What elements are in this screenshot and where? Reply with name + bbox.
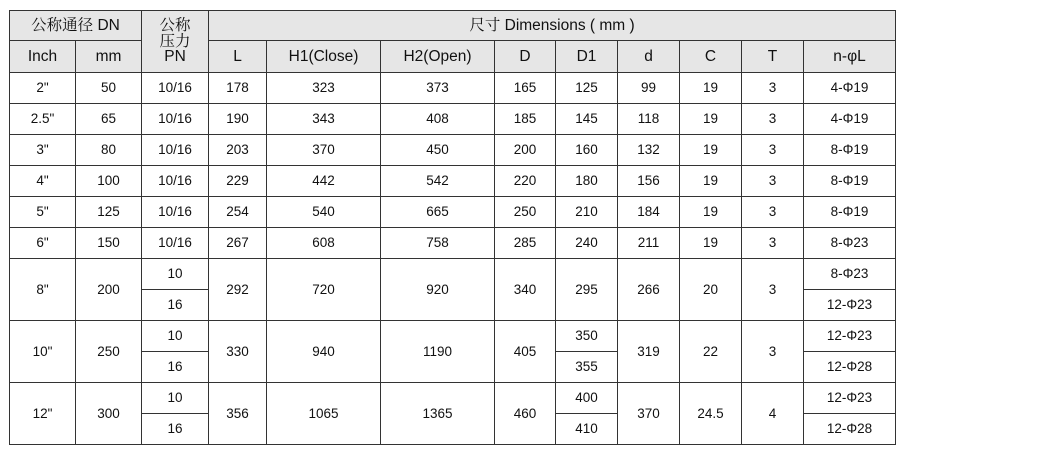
dimensions-group-header: 尺寸 Dimensions ( mm ) — [209, 11, 896, 41]
cell-inch: 6" — [10, 228, 76, 259]
cell-d1: 410 — [556, 414, 618, 445]
cell-t: 3 — [742, 321, 804, 383]
cell-t: 3 — [742, 166, 804, 197]
cell-pn: 10 — [142, 383, 209, 414]
table-row — [10, 73, 896, 104]
cell-h1: 370 — [267, 135, 381, 166]
cell-pn: 16 — [142, 290, 209, 321]
cell-nl: 8-Φ19 — [804, 197, 896, 228]
cell-t: 3 — [742, 259, 804, 321]
col-header-t: T — [742, 41, 804, 73]
cell-nl: 12-Φ28 — [804, 414, 896, 445]
cell-t: 3 — [742, 104, 804, 135]
cell-d-inner: 211 — [618, 228, 680, 259]
cell-d-inner: 370 — [618, 383, 680, 445]
cell-c: 24.5 — [680, 383, 742, 445]
cell-l: 292 — [209, 259, 267, 321]
cell-l: 178 — [209, 73, 267, 104]
cell-d1: 180 — [556, 166, 618, 197]
dn-group-header: 公称通径 DN — [10, 11, 142, 41]
cell-d-outer: 220 — [495, 166, 556, 197]
col-header-inch: Inch — [10, 41, 76, 73]
cell-h1: 540 — [267, 197, 381, 228]
col-header-d1: D1 — [556, 41, 618, 73]
cell-l: 254 — [209, 197, 267, 228]
table-row — [10, 197, 896, 228]
table-body — [10, 73, 896, 445]
col-header-c: C — [680, 41, 742, 73]
cell-l: 267 — [209, 228, 267, 259]
col-header-l: L — [209, 41, 267, 73]
cell-d1: 295 — [556, 259, 618, 321]
cell-pn: 10/16 — [142, 73, 209, 104]
table-row — [10, 383, 896, 414]
cell-nl: 8-Φ23 — [804, 259, 896, 290]
cell-mm: 80 — [76, 135, 142, 166]
cell-pn: 10/16 — [142, 197, 209, 228]
cell-h1: 940 — [267, 321, 381, 383]
cell-d-inner: 266 — [618, 259, 680, 321]
cell-d-outer: 405 — [495, 321, 556, 383]
cell-nl: 8-Φ19 — [804, 166, 896, 197]
cell-h2: 920 — [381, 259, 495, 321]
cell-d-inner: 184 — [618, 197, 680, 228]
pn-header — [142, 11, 209, 73]
cell-h1: 323 — [267, 73, 381, 104]
cell-nl: 8-Φ23 — [804, 228, 896, 259]
cell-d-outer: 250 — [495, 197, 556, 228]
cell-h1: 343 — [267, 104, 381, 135]
cell-l: 190 — [209, 104, 267, 135]
cell-inch: 3" — [10, 135, 76, 166]
cell-pn: 10 — [142, 259, 209, 290]
cell-d1: 400 — [556, 383, 618, 414]
cell-h2: 665 — [381, 197, 495, 228]
cell-nl: 4-Φ19 — [804, 73, 896, 104]
table-row — [10, 259, 896, 290]
cell-d-inner: 156 — [618, 166, 680, 197]
cell-mm: 50 — [76, 73, 142, 104]
table-row — [10, 166, 896, 197]
cell-d-inner: 132 — [618, 135, 680, 166]
cell-pn: 10 — [142, 321, 209, 352]
col-header-h2: H2(Open) — [381, 41, 495, 73]
cell-pn: 10/16 — [142, 135, 209, 166]
table-row — [10, 228, 896, 259]
col-header-mm: mm — [76, 41, 142, 73]
cell-c: 19 — [680, 228, 742, 259]
cell-h2: 1365 — [381, 383, 495, 445]
cell-l: 330 — [209, 321, 267, 383]
cell-pn: 10/16 — [142, 166, 209, 197]
pn-header-text: 公称 压力 PN — [159, 17, 191, 66]
cell-d-inner: 118 — [618, 104, 680, 135]
cell-d1: 145 — [556, 104, 618, 135]
cell-d1: 350 — [556, 321, 618, 352]
cell-t: 3 — [742, 135, 804, 166]
cell-l: 229 — [209, 166, 267, 197]
cell-pn: 16 — [142, 414, 209, 445]
cell-d-outer: 165 — [495, 73, 556, 104]
cell-t: 3 — [742, 228, 804, 259]
cell-l: 356 — [209, 383, 267, 445]
cell-nl: 12-Φ23 — [804, 290, 896, 321]
table-row — [10, 104, 896, 135]
cell-mm: 150 — [76, 228, 142, 259]
cell-mm: 300 — [76, 383, 142, 445]
cell-inch: 12" — [10, 383, 76, 445]
cell-d1: 355 — [556, 352, 618, 383]
cell-nl: 12-Φ23 — [804, 321, 896, 352]
cell-nl: 4-Φ19 — [804, 104, 896, 135]
table-row — [10, 321, 896, 352]
cell-c: 19 — [680, 197, 742, 228]
cell-d-inner: 319 — [618, 321, 680, 383]
cell-h1: 608 — [267, 228, 381, 259]
cell-d-outer: 185 — [495, 104, 556, 135]
cell-d-outer: 285 — [495, 228, 556, 259]
cell-nl: 8-Φ19 — [804, 135, 896, 166]
cell-mm: 125 — [76, 197, 142, 228]
cell-d1: 240 — [556, 228, 618, 259]
cell-inch: 8" — [10, 259, 76, 321]
cell-d1: 160 — [556, 135, 618, 166]
cell-inch: 2" — [10, 73, 76, 104]
cell-l: 203 — [209, 135, 267, 166]
cell-c: 19 — [680, 73, 742, 104]
cell-h1: 442 — [267, 166, 381, 197]
cell-pn: 10/16 — [142, 228, 209, 259]
cell-nl: 12-Φ23 — [804, 383, 896, 414]
cell-c: 19 — [680, 104, 742, 135]
cell-c: 19 — [680, 166, 742, 197]
cell-mm: 200 — [76, 259, 142, 321]
col-header-d-inner: d — [618, 41, 680, 73]
cell-inch: 10" — [10, 321, 76, 383]
cell-c: 22 — [680, 321, 742, 383]
cell-d-outer: 340 — [495, 259, 556, 321]
cell-h2: 450 — [381, 135, 495, 166]
cell-h1: 1065 — [267, 383, 381, 445]
cell-inch: 4" — [10, 166, 76, 197]
cell-mm: 250 — [76, 321, 142, 383]
cell-d1: 210 — [556, 197, 618, 228]
dimensions-table — [9, 10, 896, 445]
cell-inch: 5" — [10, 197, 76, 228]
cell-h2: 373 — [381, 73, 495, 104]
cell-t: 3 — [742, 73, 804, 104]
cell-nl: 12-Φ28 — [804, 352, 896, 383]
cell-t: 3 — [742, 197, 804, 228]
cell-c: 20 — [680, 259, 742, 321]
cell-d1: 125 — [556, 73, 618, 104]
cell-d-outer: 200 — [495, 135, 556, 166]
cell-c: 19 — [680, 135, 742, 166]
col-header-nl: n-φL — [804, 41, 896, 73]
cell-h2: 1190 — [381, 321, 495, 383]
cell-pn: 10/16 — [142, 104, 209, 135]
cell-h1: 720 — [267, 259, 381, 321]
cell-mm: 100 — [76, 166, 142, 197]
cell-d-inner: 99 — [618, 73, 680, 104]
cell-inch: 2.5" — [10, 104, 76, 135]
col-header-h1: H1(Close) — [267, 41, 381, 73]
cell-pn: 16 — [142, 352, 209, 383]
cell-h2: 758 — [381, 228, 495, 259]
cell-h2: 542 — [381, 166, 495, 197]
cell-t: 4 — [742, 383, 804, 445]
col-header-d-outer: D — [495, 41, 556, 73]
cell-h2: 408 — [381, 104, 495, 135]
cell-mm: 65 — [76, 104, 142, 135]
cell-d-outer: 460 — [495, 383, 556, 445]
table-row — [10, 135, 896, 166]
